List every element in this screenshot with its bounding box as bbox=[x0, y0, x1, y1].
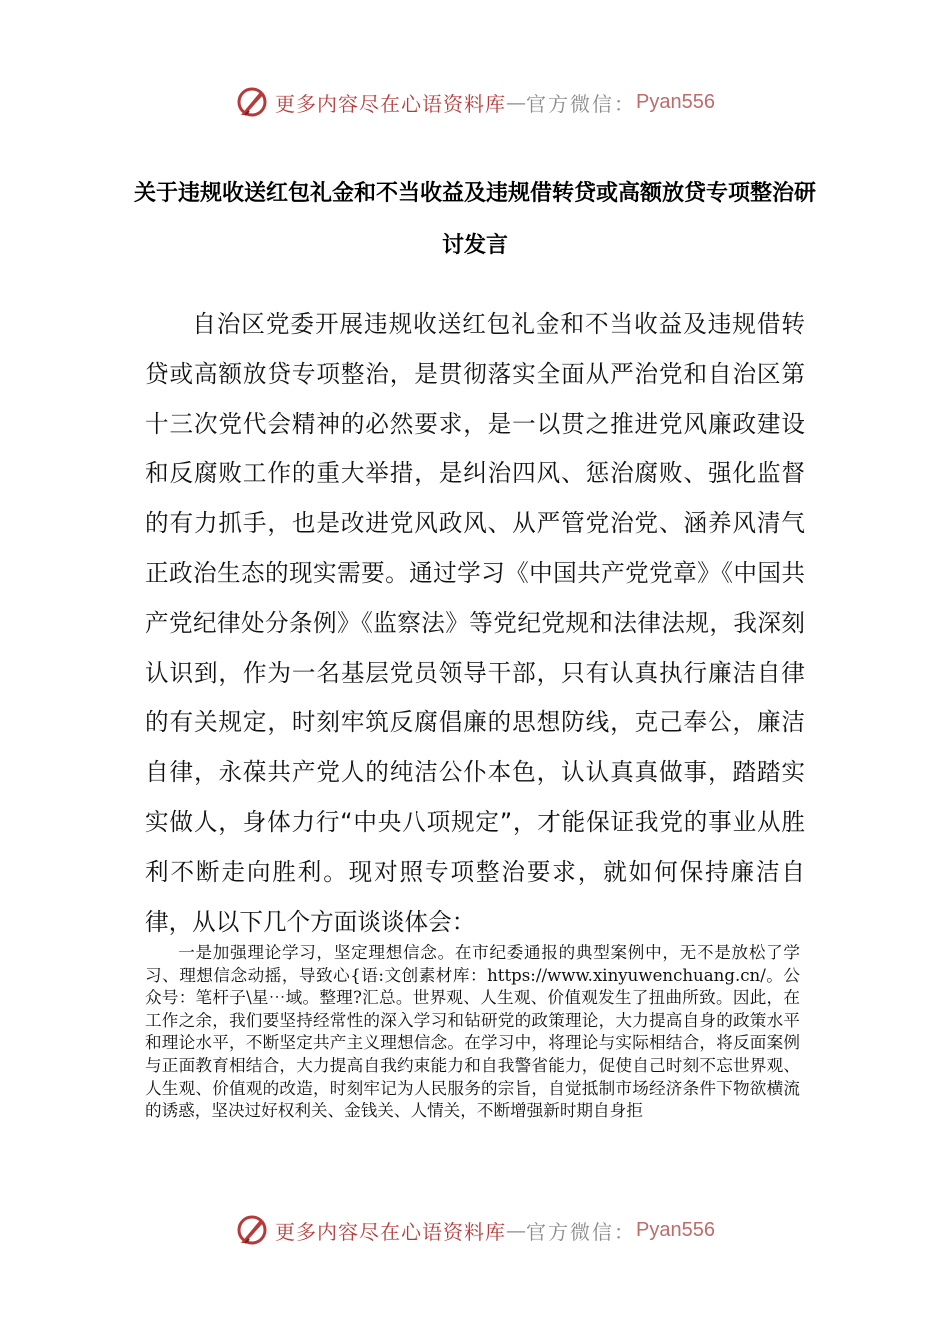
quill-logo-icon bbox=[235, 1213, 269, 1247]
body-paragraph: 一是加强理论学习，坚定理想信念。在市纪委通报的典型案例中，无不是放松了学习、理想信念动摇，导致心{语:文创素材库：https://www.xinyuwenchuang.cn/。公众号：笔杆子\星⋯域。整理?汇总。世界观、人生观、价值观发生了扭曲所致。因此，在工作之余，我们要坚持经常性的深入学习和钻研党的政策理论，大力提高自身的政策水平和理论水平，不断坚定共产主义理想信念。在学习中，将理论与实际相结合，将反面案例与正面教育相结合，大力提高自我约束能力和自我警省能力，促使自己时刻不忘世界观、人生观、价值观的改造，时刻牢记为人民服务的宗旨，自觉抵制市场经济条件下物欲横流的诱惑，坚决过好权利关、金钱关、人情关，不断增强新时期自身拒 bbox=[145, 943, 800, 1121]
footer-banner bbox=[0, 1210, 950, 1250]
wechat-id: Pyan556 bbox=[636, 90, 715, 113]
quill-logo-icon bbox=[235, 85, 269, 119]
lead-paragraph: 自治区党委开展违规收送红包礼金和不当收益及违规借转贷或高额放贷专项整治，是贯彻落实全面从严治党和自治区第十三次党代会精神的必然要求，是一以贯之推进党风廉政建设和反腐败工作的重大举措，是纠治四风、惩治腐败、强化监督的有力抓手，也是改进党风政风、从严管党治党、涵养风清气正政治生态的现实需要。通过学习《中国共产党党章》《中国共产党纪律处分条例》《监察法》等党纪党规和法律法规，我深刻认识到，作为一名基层党员领导干部，只有认真执行廉洁自律的有关规定，时刻牢筑反腐倡廉的思想防线，克己奉公，廉洁自律，永葆共产党人的纯洁公仆本色，认认真真做事，踏踏实实做人，身体力行“中央八项规定”，才能保证我党的事业从胜利不断走向胜利。现对照专项整治要求，就如何保持廉洁自律，从以下几个方面谈谈体会： bbox=[145, 310, 805, 936]
promo-text: 更多内容尽在心语资料库 bbox=[275, 91, 507, 116]
banner-separator: — bbox=[506, 1218, 527, 1242]
promo-text: 更多内容尽在心语资料库 bbox=[275, 1219, 507, 1244]
header-banner bbox=[0, 82, 950, 122]
wechat-label: 官方微信： bbox=[526, 1219, 637, 1244]
banner-separator: — bbox=[506, 90, 527, 114]
wechat-label: 官方微信： bbox=[526, 91, 637, 116]
wechat-id: Pyan556 bbox=[636, 1218, 715, 1241]
document-title: 关于违规收送红包礼金和不当收益及违规借转贷或高额放贷专项整治研讨发言 bbox=[133, 181, 816, 258]
